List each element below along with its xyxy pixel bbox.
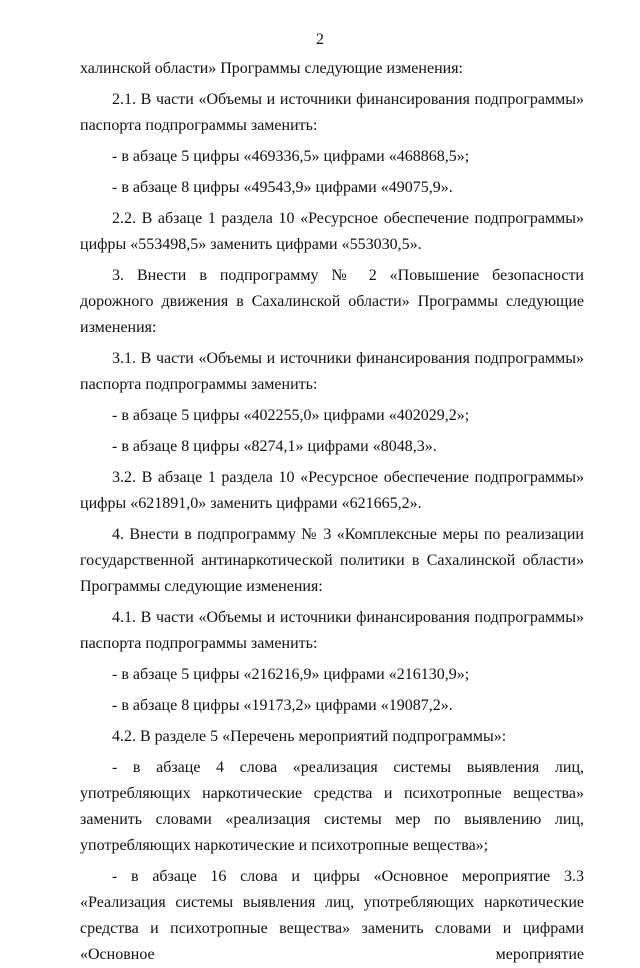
paragraph-4-2-item-2: - в абзаце 16 слова и цифры «Основное мероприятие 3.3 «Реализация системы выявления лиц, употребляющих наркотические средства и психотропные вещества» заменить словами и цифрами «Основное мероприятие: [80, 868, 584, 963]
paragraph-continuation: халинской области» Программы следующие изменения:: [80, 60, 463, 77]
paragraph-2-1: 2.1. В части «Объемы и источники финансирования подпрограммы» паспорта подпрограммы заменить:: [80, 91, 584, 134]
paragraph-2-1-item-1: - в абзаце 5 цифры «469336,5» цифрами «468868,5»;: [112, 148, 470, 165]
paragraph-4-2: 4.2. В разделе 5 «Перечень мероприятий подпрограммы»:: [112, 728, 507, 745]
paragraph-3-1-item-1: - в абзаце 5 цифры «402255,0» цифрами «402029,2»;: [112, 407, 470, 424]
paragraph-4-1-item-2: - в абзаце 8 цифры «19173,2» цифрами «19087,2».: [112, 697, 453, 714]
paragraph-4-1: 4.1. В части «Объемы и источники финансирования подпрограммы» паспорта подпрограммы заменить:: [80, 609, 584, 652]
paragraph-2-2: 2.2. В абзаце 1 раздела 10 «Ресурсное обеспечение подпрограммы» цифры «553498,5» заменить цифрами «553030,5».: [80, 210, 584, 253]
page-number: 2: [316, 31, 324, 48]
paragraph-3-1: 3.1. В части «Объемы и источники финансирования подпрограммы» паспорта подпрограммы заменить:: [80, 350, 584, 393]
paragraph-3: 3. Внести в подпрограмму № 2 «Повышение безопасности дорожного движения в Сахалинской области» Программы следующие изменения:: [80, 267, 584, 336]
paragraph-4-1-item-1: - в абзаце 5 цифры «216216,9» цифрами «216130,9»;: [112, 666, 470, 683]
paragraph-3-2: 3.2. В абзаце 1 раздела 10 «Ресурсное обеспечение подпрограммы» цифры «621891,0» заменить цифрами «621665,2».: [80, 469, 584, 512]
paragraph-4-2-item-1: - в абзаце 4 слова «реализация системы выявления лиц, употребляющих наркотические средства и психотропные вещества» заменить словами «реализация системы мер по выявлению лиц, употребляющих наркотические и психотропные вещества»;: [80, 759, 584, 854]
paragraph-3-1-item-2: - в абзаце 8 цифры «8274,1» цифрами «8048,3».: [112, 438, 437, 455]
document-body: [80, 56, 584, 968]
paragraph-4: 4. Внести в подпрограмму № 3 «Комплексные меры по реализации государственной антинаркотической политики в Сахалинской области» Программы следующие изменения:: [80, 526, 584, 595]
paragraph-2-1-item-2: - в абзаце 8 цифры «49543,9» цифрами «49075,9».: [112, 179, 453, 196]
